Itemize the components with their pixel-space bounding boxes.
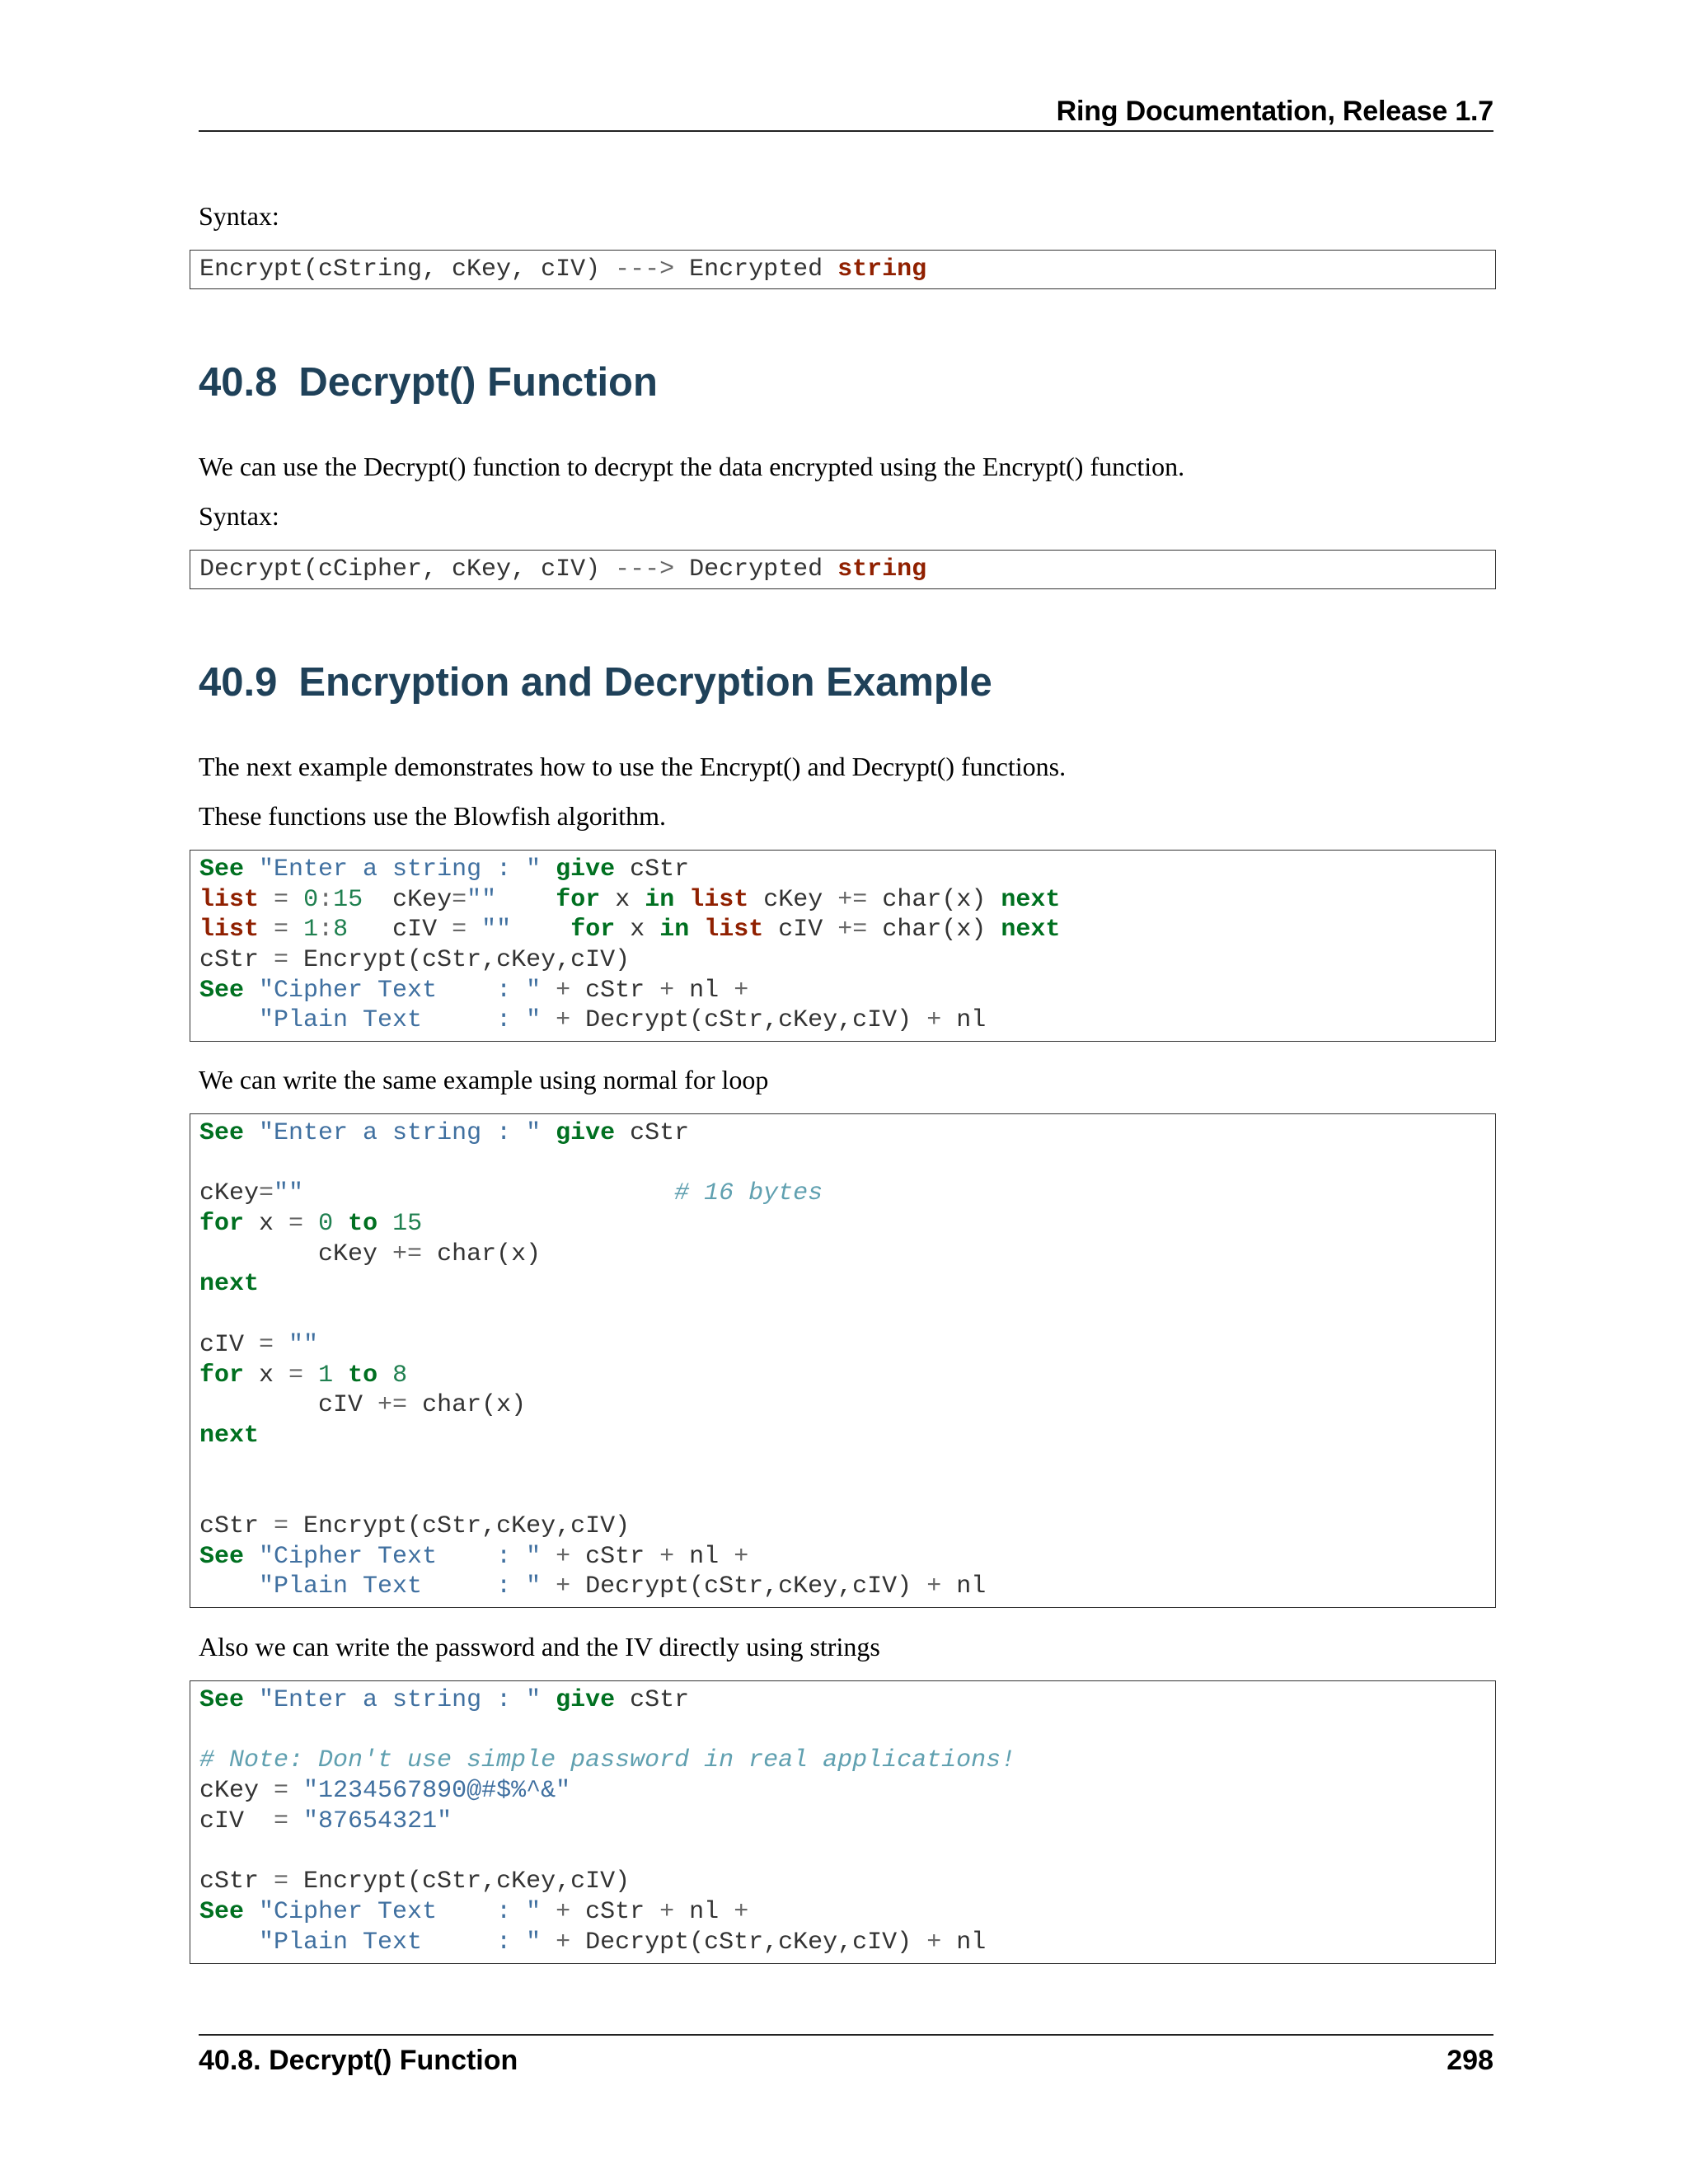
code-token: +: [734, 1897, 749, 1926]
code-token: "": [481, 916, 512, 944]
code-token: nl: [674, 1897, 734, 1926]
code-token: x: [615, 916, 660, 944]
code-token: +: [926, 1572, 942, 1601]
code-token: cIV: [199, 1330, 260, 1359]
code-block-example-3: [190, 1680, 1496, 1964]
code-line: [199, 1716, 1495, 1746]
code-line: [199, 945, 1495, 976]
code-token: =: [274, 1868, 289, 1896]
code-token: cStr: [570, 1897, 660, 1926]
syntax-label: Syntax:: [199, 501, 279, 531]
code-token: next: [1001, 916, 1061, 944]
code-token: Encrypt(cStr,cKey,cIV): [288, 1868, 631, 1896]
code-line: [199, 1005, 1495, 1036]
code-line: [199, 1451, 1495, 1482]
code-token: Encrypt(cString, cKey, cIV): [199, 255, 616, 284]
code-token: 0: [318, 1210, 334, 1239]
code-token: [199, 1929, 259, 1957]
code-line: [199, 1240, 1495, 1270]
code-token: +: [659, 1542, 675, 1571]
code-line: [199, 1149, 1495, 1179]
code-line: [199, 1928, 1495, 1958]
code-token: nl: [941, 1928, 987, 1957]
code-token: See: [199, 1686, 245, 1714]
code-token: char(x): [867, 916, 1001, 944]
code-token: [259, 886, 274, 914]
code-token: for: [199, 1361, 245, 1390]
code-token: Encrypt(cStr,cKey,cIV): [288, 946, 631, 975]
code-token: :: [318, 916, 334, 944]
code-token: [541, 1898, 556, 1926]
code-token: char(x): [867, 885, 1001, 914]
code-token: --->: [615, 555, 675, 583]
code-token: 15: [392, 1210, 423, 1239]
code-line: [199, 1836, 1495, 1867]
code-token: =: [288, 1361, 304, 1390]
code-token: +: [556, 1542, 571, 1571]
running-header: Ring Documentation, Release 1.7: [199, 92, 1493, 132]
code-token: "Enter a string : ": [259, 1686, 542, 1714]
code-line: [199, 1481, 1495, 1511]
code-token: +: [556, 1897, 571, 1926]
algorithm-description: These functions use the Blowfish algorithm.: [199, 801, 667, 831]
code-token: "Enter a string : ": [259, 1119, 542, 1147]
code-token: cKey: [199, 1777, 274, 1806]
code-token: +=: [837, 916, 868, 944]
code-token: 0: [303, 885, 319, 914]
code-token: [689, 916, 704, 944]
code-token: =: [288, 1210, 304, 1239]
code-token: cStr: [199, 946, 274, 975]
section-number: 40.9: [199, 660, 278, 705]
code-token: [333, 1210, 348, 1238]
code-token: "Plain Text : ": [259, 1006, 542, 1035]
code-token: cStr: [570, 976, 660, 1005]
code-token: [244, 1898, 259, 1926]
code-token: =: [452, 885, 467, 914]
code-token: cIV: [763, 916, 838, 944]
code-token: cStr: [615, 1119, 690, 1147]
decrypt-description: We can use the Decrypt() function to decrypt the data encrypted using the Encrypt() function.: [199, 452, 1185, 481]
code-line: [199, 1269, 1495, 1300]
code-token: [541, 1543, 556, 1571]
code-token: cStr: [615, 855, 690, 883]
code-token: [303, 1361, 318, 1390]
code-token: [303, 1210, 318, 1238]
code-line: [199, 1179, 1495, 1209]
code-token: cKey: [748, 885, 838, 914]
code-token: next: [199, 1421, 260, 1450]
code-line: [199, 1685, 1495, 1716]
code-line: [199, 855, 1495, 885]
code-token: "Cipher Text : ": [259, 1897, 542, 1926]
code-token: +: [926, 1928, 942, 1957]
code-token: Encrypted: [674, 255, 838, 284]
example-description: The next example demonstrates how to use the Encrypt() and Decrypt() functions.: [199, 752, 1067, 781]
code-token: +: [556, 1572, 571, 1601]
code-token: [199, 1006, 259, 1034]
code-token: =: [274, 946, 289, 975]
code-line: [199, 1390, 1495, 1421]
code-token: 8: [392, 1361, 408, 1390]
code-token: [244, 977, 259, 1005]
code-line: [199, 1361, 1495, 1391]
code-line: [199, 1572, 1495, 1602]
code-token: =: [274, 1807, 289, 1835]
syntax-label: Syntax:: [199, 201, 279, 231]
code-token: [541, 1006, 556, 1034]
code-token: [288, 1807, 303, 1835]
code-token: next: [199, 1270, 260, 1299]
code-line: [199, 1746, 1495, 1776]
code-token: give: [556, 1686, 616, 1714]
code-token: list: [199, 916, 260, 944]
code-token: Encrypt(cStr,cKey,cIV): [288, 1511, 631, 1540]
section-heading-decrypt: [199, 358, 658, 407]
code-token: =: [259, 1330, 274, 1359]
code-token: x: [244, 1210, 289, 1239]
code-token: cStr: [615, 1686, 690, 1714]
code-token: in: [659, 916, 690, 944]
code-token: list: [689, 885, 749, 914]
code-token: [496, 886, 556, 914]
code-token: in: [645, 885, 675, 914]
code-token: [244, 1543, 259, 1571]
code-token: [274, 1331, 288, 1359]
section-title: Decrypt() Function: [298, 360, 658, 405]
code-token: for: [570, 916, 616, 944]
code-line: [199, 1421, 1495, 1451]
code-token: [541, 1119, 556, 1147]
code-token: # Note: Don't use simple password in real applications!: [199, 1746, 1016, 1775]
code-block-example-1: [190, 850, 1496, 1042]
page-number: 298: [1447, 2045, 1493, 2076]
code-token: +: [556, 1006, 571, 1035]
code-token: "Cipher Text : ": [259, 976, 542, 1005]
code-token: x: [244, 1361, 289, 1390]
code-token: char(x): [422, 1240, 542, 1268]
section-heading-example: [199, 658, 992, 707]
code-token: See: [199, 1542, 245, 1571]
code-block-decrypt-syntax: [190, 550, 1496, 589]
code-token: list: [704, 916, 764, 944]
code-token: See: [199, 1119, 245, 1147]
code-token: "Plain Text : ": [259, 1928, 542, 1957]
code-token: [244, 1119, 259, 1147]
code-token: [259, 916, 274, 944]
code-line: [199, 885, 1495, 916]
code-token: [541, 1686, 556, 1714]
code-token: cStr: [570, 1542, 660, 1571]
code-token: +: [734, 976, 749, 1005]
code-token: =: [274, 1777, 289, 1806]
code-token: [511, 916, 570, 944]
code-token: See: [199, 855, 245, 883]
code-token: next: [1001, 885, 1061, 914]
code-token: for: [199, 1210, 245, 1239]
code-line: [199, 1330, 1495, 1361]
code-token: cIV: [199, 1807, 274, 1835]
strings-description: Also we can write the password and the IV directly using strings: [199, 1632, 880, 1661]
code-token: cStr: [199, 1511, 274, 1540]
code-line: [199, 1807, 1495, 1837]
code-token: # 16 bytes: [674, 1179, 823, 1208]
code-token: +=: [392, 1240, 423, 1268]
code-token: [541, 1929, 556, 1957]
section-title: Encryption and Decryption Example: [298, 660, 992, 705]
code-token: Decrypt(cStr,cKey,cIV): [570, 1928, 927, 1957]
code-token: nl: [941, 1572, 987, 1601]
code-token: =: [274, 916, 289, 944]
code-token: nl: [941, 1006, 987, 1035]
code-token: "Plain Text : ": [259, 1572, 542, 1601]
code-token: =: [259, 1179, 274, 1208]
footer-section: 40.8. Decrypt() Function: [199, 2045, 518, 2076]
code-token: give: [556, 855, 616, 883]
code-token: list: [199, 885, 260, 914]
code-line: [199, 915, 1495, 945]
code-token: nl: [674, 976, 734, 1005]
for-loop-description: We can write the same example using normal for loop: [199, 1065, 769, 1094]
code-block-example-2: [190, 1113, 1496, 1608]
code-token: +: [659, 976, 675, 1005]
code-line: [199, 976, 1495, 1006]
code-token: "1234567890@#$%^&": [303, 1777, 571, 1806]
code-token: --->: [615, 255, 675, 284]
code-token: string: [837, 555, 927, 583]
code-token: "": [288, 1330, 319, 1359]
code-token: +=: [377, 1391, 408, 1420]
code-token: cKey: [363, 885, 452, 914]
code-token: "Enter a string : ": [259, 855, 542, 883]
code-token: See: [199, 1897, 245, 1926]
code-token: [288, 916, 303, 944]
code-token: 1: [318, 1361, 334, 1390]
code-line: [199, 1209, 1495, 1240]
code-token: [467, 916, 481, 944]
code-token: [377, 1361, 392, 1390]
code-token: [541, 977, 556, 1005]
code-token: cIV: [348, 916, 452, 944]
code-line: [199, 555, 1495, 585]
code-token: [377, 1210, 392, 1238]
code-token: [541, 855, 556, 883]
code-token: for: [556, 885, 601, 914]
code-token: [288, 1777, 303, 1805]
code-token: +=: [837, 885, 868, 914]
code-token: =: [274, 1511, 289, 1540]
code-token: Decrypt(cStr,cKey,cIV): [570, 1572, 927, 1601]
code-token: [674, 886, 689, 914]
code-token: nl: [674, 1542, 734, 1571]
code-token: "Cipher Text : ": [259, 1542, 542, 1571]
code-token: +: [556, 976, 571, 1005]
code-token: char(x): [407, 1391, 527, 1420]
code-token: [244, 855, 259, 883]
code-line: [199, 1776, 1495, 1807]
section-number: 40.8: [199, 360, 278, 405]
code-token: Decrypt(cStr,cKey,cIV): [570, 1006, 927, 1035]
code-token: [199, 1572, 259, 1601]
footer-rule: [199, 2034, 1493, 2036]
code-token: [288, 886, 303, 914]
code-line: [199, 255, 1495, 285]
code-block-encrypt-syntax: [190, 250, 1496, 289]
code-token: +: [926, 1006, 942, 1035]
code-token: give: [556, 1119, 616, 1147]
code-line: [199, 1511, 1495, 1542]
code-token: 1: [303, 916, 319, 944]
code-token: "": [274, 1179, 304, 1208]
code-token: Decrypt(cCipher, cKey, cIV): [199, 555, 616, 583]
code-token: [541, 1572, 556, 1601]
code-token: 8: [333, 916, 349, 944]
code-line: [199, 1300, 1495, 1330]
code-token: cKey: [199, 1240, 393, 1268]
code-token: 15: [333, 885, 363, 914]
code-token: See: [199, 976, 245, 1005]
code-line: [199, 1897, 1495, 1928]
code-token: [333, 1361, 348, 1390]
code-line: [199, 1542, 1495, 1572]
code-line: [199, 1867, 1495, 1897]
code-token: to: [348, 1210, 378, 1239]
code-token: +: [659, 1897, 675, 1926]
code-token: string: [837, 255, 927, 284]
code-line: [199, 1118, 1495, 1149]
code-token: +: [556, 1928, 571, 1957]
code-token: =: [452, 916, 467, 944]
code-token: "87654321": [303, 1807, 452, 1835]
code-token: =: [274, 885, 289, 914]
code-token: [303, 1179, 674, 1207]
code-token: to: [348, 1361, 378, 1390]
code-token: cKey: [199, 1179, 260, 1208]
code-token: cIV: [199, 1391, 378, 1420]
code-token: [244, 1686, 259, 1714]
code-token: +: [734, 1542, 749, 1571]
code-token: cStr: [199, 1868, 274, 1896]
code-token: x: [600, 885, 645, 914]
code-token: :: [318, 885, 334, 914]
code-token: "": [467, 885, 497, 914]
code-token: Decrypted: [674, 555, 838, 583]
